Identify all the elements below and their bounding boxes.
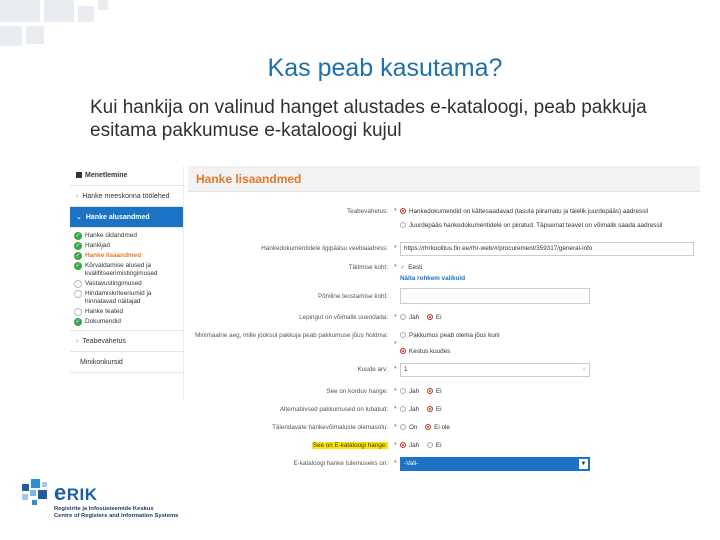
minimaalne-option-2[interactable]: Kestus kuudes	[400, 348, 694, 356]
radio-unselected	[400, 222, 406, 228]
sidebar-item-teabevahetus[interactable]: › Teabevahetus	[70, 331, 183, 352]
korduv-jah[interactable]: Jah	[400, 388, 419, 396]
main-panel: Hanke lisaandmed Teabevahetus: * Hankedokumendid on kättesaadavad (tasuta piiramatu ja täielik juurdepääs) aadressil Juurdepääs hankedokumentidele on piiratud. Täpsemat teavet on võimalik saada aadressil Hankedokumentidele ligipääsu veebiaadress: * https://rhrkoolitus.fin.ee/rhr-web/#/procurement/359317/general-info Täitmise koht: * ✓ Eesti Näita rohkem valikuid Põhiline teostamise koht: Lepingut on võimalik uuendada: * Jah Ei Minimaalne aeg, mille jooksul pakkuja peab pakkumuse jõus hoidma: * Pakkumus peab olema jõus kuni Kestus kuudes Kuude arv: * 1 × See on korduv hange: * Jah Ei Alternatiivsed pakkumused on lubatud: * Jah Ei Täiendavate hankevõimaluste olemasolu: * On Ei ole See on E-kataloogi hange: * Jah Ei E-kataloogi hanke tulemuseks on: * -Vali- ▼	[188, 166, 700, 476]
minimaalne-option-1[interactable]: Pakkumus peab olema jõus kuni	[400, 332, 694, 340]
check-circle-icon	[74, 262, 82, 270]
rik-logo: eRIK Registrite ja Infosüsteemide Keskus Centre of Registers and Information Systems	[18, 476, 218, 536]
sub-item-korvaldamise[interactable]: ✓ Kõrvaldamise alused ja kvalifitseerimistingimused	[74, 261, 183, 279]
check-icon: ✓	[400, 264, 406, 271]
alternatiivsed-jah[interactable]: Jah	[400, 406, 419, 414]
check-circle-icon	[74, 232, 82, 240]
grid-icon	[76, 172, 82, 178]
kuude-arv-input[interactable]: 1 ×	[400, 363, 590, 377]
chevron-right-icon: ›	[76, 193, 79, 200]
app-screenshot	[70, 166, 700, 476]
ekataloog-jah[interactable]: Jah	[400, 442, 419, 450]
sub-item-vastavus[interactable]: Vastavustingimused	[74, 279, 183, 289]
teabevahetus-option-2[interactable]: Juurdepääs hankedokumentidele on piiratud. Täpsemat teavet on võimalik saada aadressil	[400, 222, 694, 230]
taiendavate-on[interactable]: On	[400, 424, 417, 432]
empty-circle-icon	[74, 290, 82, 298]
taiendavate-ei-ole[interactable]: Ei ole	[425, 424, 450, 432]
pohiline-input[interactable]	[400, 288, 590, 304]
sidebar-header: Menetlemine	[70, 166, 183, 186]
check-circle-icon	[74, 318, 82, 326]
sub-item-hindamis[interactable]: Hindamiskriteeriumid ja hinnatavad näitajad	[74, 289, 183, 307]
lepingut-jah[interactable]: Jah	[400, 314, 419, 322]
empty-circle-icon	[74, 280, 82, 288]
veebiaadress-input[interactable]: https://rhrkoolitus.fin.ee/rhr-web/#/procurement/359317/general-info	[400, 242, 694, 256]
sub-item-uldandmed[interactable]: ✓ Hanke üldandmed	[74, 231, 183, 241]
sub-item-dokumendid[interactable]: ✓ Dokumendid	[74, 317, 183, 327]
empty-circle-icon	[74, 308, 82, 316]
sidebar-item-alusandmed[interactable]: ⌄ Hanke alusandmed	[70, 207, 183, 228]
korduv-ei[interactable]: Ei	[427, 388, 442, 396]
sub-item-teated[interactable]: Hanke teated	[74, 307, 183, 317]
sub-item-hankijad[interactable]: ✓ Hankijad	[74, 241, 183, 251]
slide-subtitle: Kui hankija on valinud hanget alustades e-kataloogi, peab pakkuja esitama pakkumuse e-kataloogi kujul	[90, 97, 647, 141]
teabevahetus-option-1[interactable]: Hankedokumendid on kättesaadavad (tasuta piiramatu ja täielik juurdepääs) aadressil	[400, 208, 694, 216]
show-more-link[interactable]: Näita rohkem valikuid	[400, 275, 466, 282]
radio-selected	[400, 208, 406, 214]
slide-title: Kas peab kasutama?	[267, 54, 503, 82]
tulemuseks-select[interactable]: -Vali- ▼	[400, 457, 590, 471]
alternatiivsed-ei[interactable]: Ei	[427, 406, 442, 414]
sidebar	[70, 166, 184, 400]
check-circle-icon	[74, 242, 82, 250]
clear-icon[interactable]: ×	[582, 366, 586, 373]
chevron-down-icon: ▼	[580, 461, 587, 467]
chevron-down-icon: ⌄	[76, 214, 82, 221]
sub-item-lisaandmed[interactable]: ✓ Hanke lisaandmed	[74, 251, 183, 261]
panel-title: Hanke lisaandmed	[188, 166, 700, 192]
ekataloog-ei[interactable]: Ei	[427, 442, 442, 450]
check-circle-icon	[74, 252, 82, 260]
sidebar-sub-list	[70, 228, 183, 331]
sidebar-item-meeskond[interactable]: › Hanke meeskonna töölehed	[70, 186, 183, 207]
lepingut-ei[interactable]: Ei	[427, 314, 442, 322]
sidebar-item-minikonkursid[interactable]: Minikonkursid	[70, 352, 183, 373]
chevron-right-icon: ›	[76, 338, 79, 345]
taitmise-checkbox[interactable]: ✓ Eesti	[400, 264, 423, 271]
